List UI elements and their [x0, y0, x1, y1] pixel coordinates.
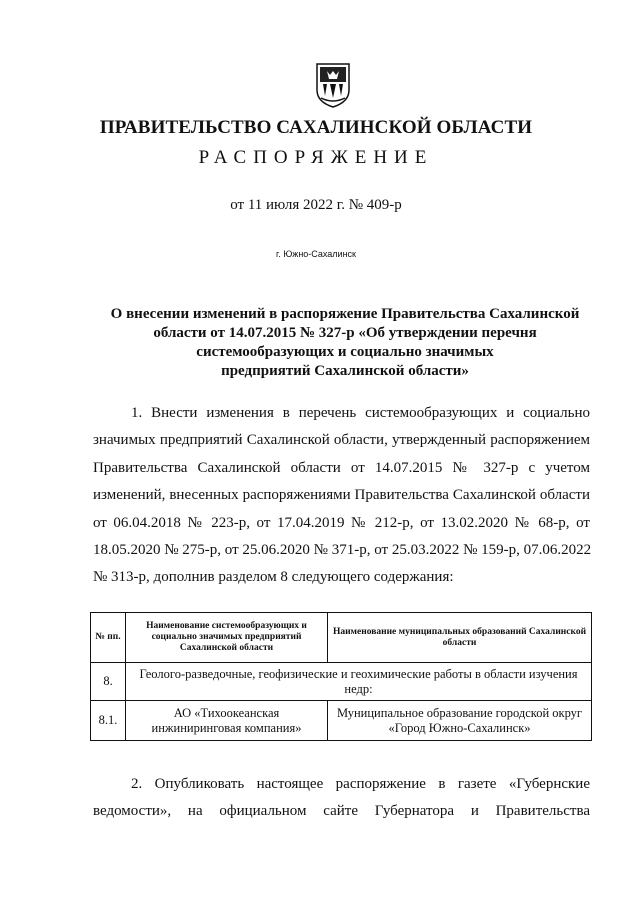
header-number: № пп. [91, 613, 126, 663]
paragraph-1 [93, 400, 590, 592]
paragraph-line: изменений, внесенных распоряжениями Правительства Сахалинской области [93, 487, 590, 504]
enterprise-table [90, 612, 592, 741]
row-municipality: Муниципальное образование городской округ «Город Южно-Сахалинск» [328, 701, 592, 741]
organization-title: ПРАВИТЕЛЬСТВО САХАЛИНСКОЙ ОБЛАСТИ [99, 117, 533, 138]
document-type: РАСПОРЯЖЕНИЕ [198, 147, 434, 168]
document-date-number: от 11 июля 2022 г. № 409-р [230, 197, 402, 213]
paragraph-line: 2. Опубликовать настоящее распоряжение в газете «Губернские [131, 776, 590, 792]
paragraph-line: значимых предприятий Сахалинской области, утвержденный распоряжением [93, 432, 590, 449]
subject-line: области от 14.07.2015 № 327-р «Об утверждении перечня [153, 325, 537, 341]
document-subject [100, 305, 590, 381]
subject-line: предприятий Сахалинской области» [221, 363, 469, 379]
row-number: 8.1. [91, 701, 126, 741]
section-number: 8. [91, 663, 126, 701]
row-enterprise: АО «Тихоокеанская инжиниринговая компания» [126, 701, 328, 741]
subject-line: системообразующих и социально значимых [196, 344, 494, 360]
paragraph-line: 1. Внести изменения в перечень системообразующих и социально [131, 405, 590, 421]
table-header-row [91, 613, 592, 663]
sakhalin-coat-of-arms-icon [315, 62, 351, 108]
table-section-row [91, 663, 592, 701]
table-row [91, 701, 592, 741]
header-enterprise: Наименование системообразующих и социально значимых предприятий Сахалинской области [126, 613, 328, 663]
paragraph-line: ведомости», на официальном сайте Губернатора и Правительства [93, 803, 590, 820]
paragraph-line: Правительства Сахалинской области от 14.07.2015 № 327-р с учетом [93, 459, 590, 476]
paragraph-line: № 313-р, дополнив разделом 8 следующего содержания: [93, 569, 454, 586]
section-title: Геолого-разведочные, геофизические и геохимические работы в области изучения недр: [126, 663, 592, 701]
document-place: г. Южно-Сахалинск [276, 249, 356, 259]
paragraph-line: от 06.04.2018 № 223-р, от 17.04.2019 № 212-р, от 13.02.2020 № 68-р, от [93, 514, 590, 531]
subject-line: О внесении изменений в распоряжение Правительства Сахалинской [110, 306, 580, 322]
header-municipality: Наименование муниципальных образований Сахалинской области [328, 613, 592, 663]
paragraph-line: 18.05.2020 № 275-р, от 25.06.2020 № 371-р, от 25.03.2022 № 159-р, 07.06.2022 [93, 541, 592, 558]
paragraph-2 [93, 771, 590, 826]
